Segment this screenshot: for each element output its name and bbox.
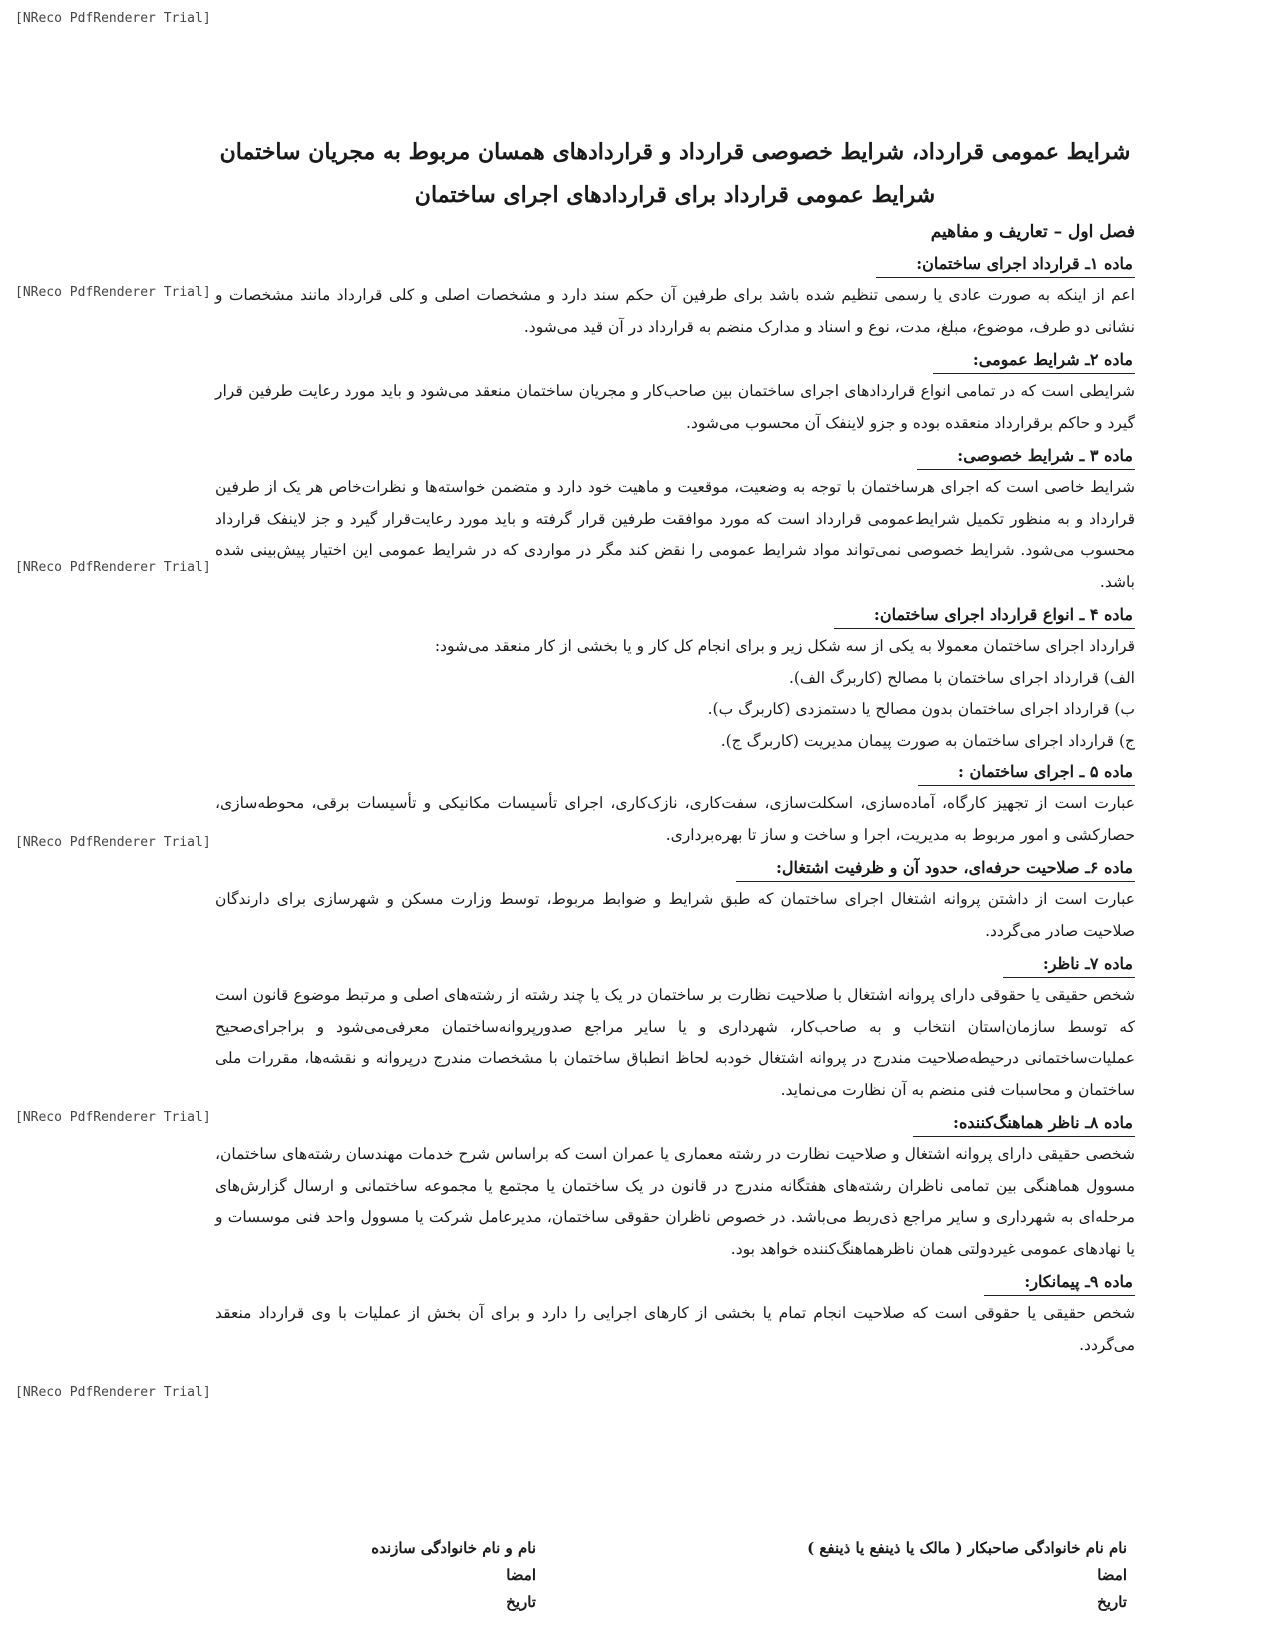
article-heading: ماده ۶ـ صلاحیت حرفه‌ای، حدود آن و ظرفیت اشتغال: <box>736 855 1135 882</box>
article-7 <box>215 949 1135 1106</box>
article-text: اعم از اینکه به صورت عادی یا رسمی تنظیم شده باشد برای طرفین آن حکم سند دارد و مشخصات اصلی و کلی قرارداد مانند مشخصات و نشانی دو طرف، موضوع، مبلغ، مدت، نوع و اسناد و مدارک منضم به قرارداد در آن قید می‌شود. <box>215 286 1135 336</box>
article-heading: ماده ۷ـ ناظر: <box>1003 951 1135 978</box>
trial-watermark: [NReco PdfRenderer Trial] <box>15 835 211 850</box>
article-9 <box>215 1267 1135 1361</box>
article-1 <box>215 249 1135 343</box>
article-text: شخص حقیقی یا حقوقی است که صلاحیت انجام تمام یا بخشی از کارهای اجرایی را دارد و برای آن بخش از عملیات با وی قرارداد منعقد می‌گردد. <box>215 1304 1135 1354</box>
trial-watermark: [NReco PdfRenderer Trial] <box>15 560 211 575</box>
article-6 <box>215 853 1135 947</box>
article-text: عبارت است از داشتن پروانه اشتغال اجرای ساختمان که طبق شرایط و ضوابط مربوط، توسط وزارت مسکن و شهرسازی برای دارندگان صلاحیت صادر می‌گردد. <box>215 890 1135 940</box>
article-text: شخص حقیقی یا حقوقی دارای پروانه اشتغال با صلاحیت نظارت بر ساختمان در یک یا چند رشته از رشته‌های اصلی و مرتبط موضوع قانون است که توسط سازمان‌استان انتخاب و به صاحب‌کار، شهرداری و یا سایر مراجع صدورپروانه‌ساختمان معرفی‌می‌شود و براجرای‌صحیح عملیات‌ساختمانی درحیطه‌صلاحیت مندرج در پروانه اشتغال خودبه لحاظ انطباق ساختمان با مشخصات مندرج درپروانه و نقشه‌ها، مقررات ملی ساختمان و محاسبات فنی منضم به آن نظارت می‌نماید. <box>215 986 1135 1099</box>
article-heading: ماده ۳ ـ شرایط خصوصی: <box>917 443 1135 470</box>
trial-watermark: [NReco PdfRenderer Trial] <box>15 285 211 300</box>
article-text: عبارت است از تجهیز کارگاه، آماده‌سازی، اسکلت‌سازی، سفت‌کاری، نازک‌کاری، اجرای تأسیسات مکانیکی و تأسیسات برقی، محوطه‌سازی، حصارکشی و امور مربوط به مدیریت، اجرا و ساخت و ساز تا بهره‌برداری. <box>215 794 1135 844</box>
trial-watermark: [NReco PdfRenderer Trial] <box>15 1110 211 1125</box>
chapter-heading: فصل اول – تعاریف و مفاهیم <box>930 222 1135 242</box>
article-heading: ماده ۸ـ ناظر هماهنگ‌کننده: <box>913 1110 1135 1137</box>
document-title: شرایط عمومی قرارداد، شرایط خصوصی قرارداد و قراردادهای همسان مربوط به مجریان ساختمان <box>219 139 1131 165</box>
article-8 <box>215 1108 1135 1265</box>
builder-date-label: تاریخ <box>506 1593 536 1611</box>
document-subtitle: شرایط عمومی قرارداد برای قراردادهای اجرای ساختمان <box>414 182 936 208</box>
article-3 <box>215 441 1135 598</box>
owner-signature-block <box>707 1535 1127 1616</box>
article-5 <box>215 757 1135 851</box>
trial-watermark: [NReco PdfRenderer Trial] <box>15 11 211 26</box>
article-text: قرارداد اجرای ساختمان معمولا به یکی از سه شکل زیر و برای انجام کل کار و یا بخشی از کار منعقد می‌شود: <box>434 637 1135 655</box>
builder-name-label: نام و نام خانوادگی سازنده <box>371 1539 536 1557</box>
owner-name-label: نام نام خانوادگی صاحبکار ( مالک یا ذینفع یا ذینفع ) <box>807 1539 1127 1557</box>
article-2 <box>215 345 1135 439</box>
list-item: ج) قرارداد اجرای ساختمان به صورت پیمان مدیریت (کاربرگ ج). <box>720 731 1135 750</box>
document-page <box>215 135 1135 1363</box>
article-heading: ماده ۹ـ پیمانکار: <box>984 1269 1135 1296</box>
list-item: ب) قرارداد اجرای ساختمان بدون مصالح یا دستمزدی (کاربرگ ب). <box>707 700 1135 718</box>
builder-signature-block <box>236 1535 536 1616</box>
article-text: شخصی حقیقی دارای پروانه اشتغال و صلاحیت نظارت در رشته معماری یا عمران است که براساس شرح خدمات مهندسان رشته‌های ساختمان، مسوول هماهنگی بین تمامی ناظران رشته‌های هفتگانه مندرج در قانون در یک ساختمان یا مجتمع یا مجموعه ساختمانی و ارسال گزارش‌های مرحله‌ای به شهرداری و سایر مراجع ذی‌ربط می‌باشد. در خصوص ناظران حقوقی ساختمان، مدیرعامل شرکت یا مسوول واحد فنی موسسات و یا نهادهای عمومی غیردولتی همان ناظرهماهنگ‌کننده خواهد بود. <box>215 1145 1135 1258</box>
article-text: شرایط خاصی است که اجرای هرساختمان با توجه به وضعیت، موقعیت و ماهیت خود دارد و متضمن خواسته‌ها و نظرات‌خاص هر یک از طرفین قرارداد و به منظور تکمیل شرایط‌عمومی قرارداد است که مورد موافقت طرفین قرار گرفته و باید مورد رعایت‌قرار گیرد و جز لاینفک قرارداد محسوب می‌شود. شرایط خصوصی نمی‌تواند مواد شرایط عمومی را نقض کند مگر در مواردی که در شرایط عمومی این اختیار پیش‌بینی شده باشد. <box>215 478 1135 591</box>
list-item: الف) قرارداد اجرای ساختمان با مصالح (کاربرگ الف). <box>788 668 1135 687</box>
article-heading: ماده ۴ ـ انواع قرارداد اجرای ساختمان: <box>834 602 1135 629</box>
owner-date-label: تاریخ <box>1097 1593 1127 1611</box>
article-text: شرایطی است که در تمامی انواع قراردادهای اجرای ساختمان بین صاحب‌کار و مجریان ساختمان منعقد می‌شود و باید مورد رعایت طرفین قرار گیرد و حاکم برقرارداد منعقده بوده و جزو لاینفک آن محسوب می‌شود. <box>215 382 1135 432</box>
article-heading: ماده ۱ـ قرارداد اجرای ساختمان: <box>876 251 1135 278</box>
article-heading: ماده ۵ ـ اجرای ساختمان : <box>918 759 1135 786</box>
owner-sign-label: امضا <box>1097 1566 1127 1584</box>
article-heading: ماده ۲ـ شرایط عمومی: <box>933 347 1135 374</box>
trial-watermark: [NReco PdfRenderer Trial] <box>15 1385 211 1400</box>
builder-sign-label: امضا <box>506 1566 536 1584</box>
article-4 <box>215 600 1135 757</box>
